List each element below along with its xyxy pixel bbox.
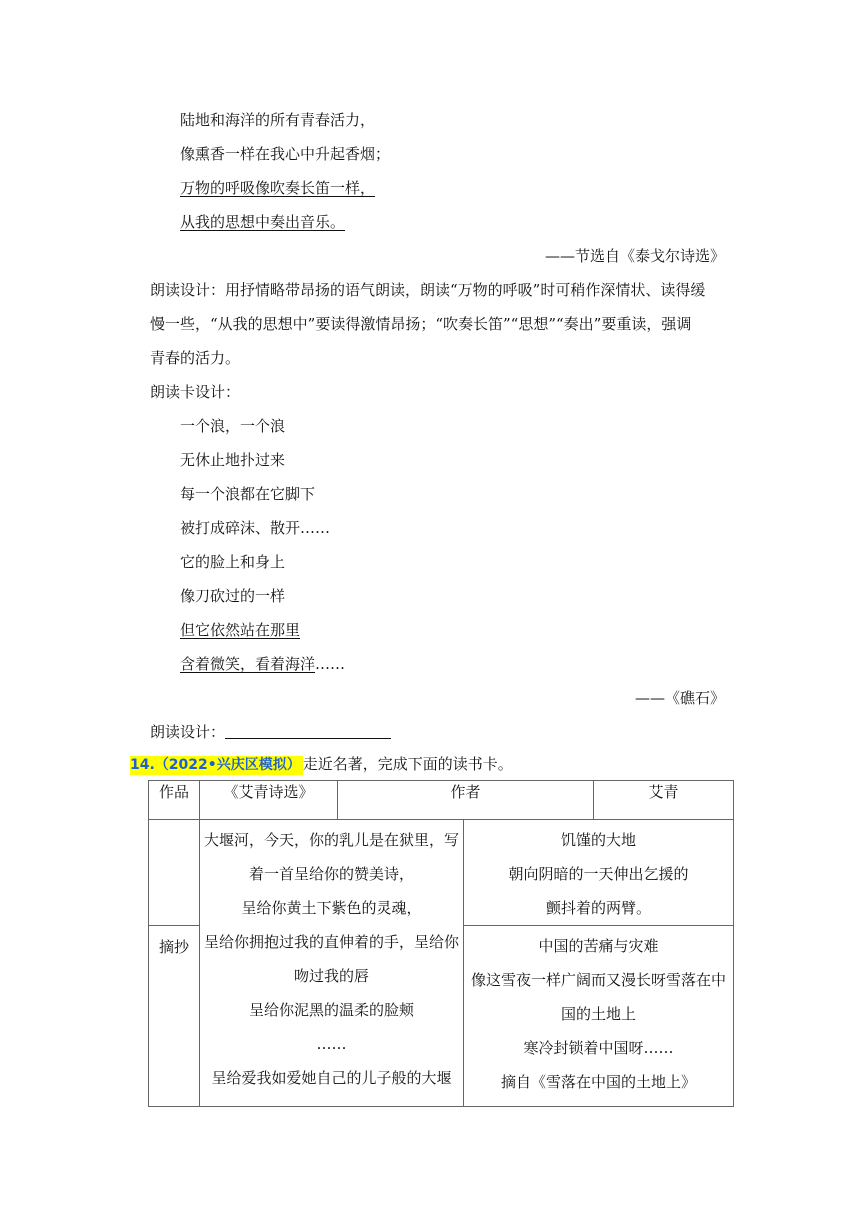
design1-line-1: 朗读设计：用抒情略带昂扬的语气朗读，朗读“万物的呼吸”时可稍作深情状、读得缓 — [150, 281, 706, 299]
question-14 — [130, 754, 513, 775]
excerpt-right-line: 朝向阴暗的一天伸出乞援的 — [508, 865, 689, 883]
excerpt-right-line: 像这雪夜一样广阔而又漫长呀雪落在中 — [471, 971, 727, 989]
work-label: 作品 — [149, 781, 200, 820]
poem2-line-5: 它的脸上和身上 — [180, 553, 286, 571]
poem2-line-8-tail: …… — [315, 655, 346, 673]
excerpt-left-line: 呈给你黄土下紫色的灵魂， — [241, 899, 422, 917]
author-label: 作者 — [338, 781, 594, 820]
design1-line-2: 慢一些，“从我的思想中”要读得激情昂扬；“吹奏长笛”“思想”“奏出”要重读，强调 — [150, 315, 692, 333]
poem1-line-3: 万物的呼吸像吹奏长笛一样， — [180, 179, 376, 197]
excerpt-left-line: 吻过我的唇 — [293, 967, 369, 985]
reading-card-table — [148, 780, 734, 1107]
poem2-line-8 — [180, 654, 345, 674]
excerpt-left-line: 呈给你泥黑的温柔的脸颊 — [248, 1001, 414, 1019]
excerpt-right-line: 寒冷封锁着中国呀…… — [523, 1039, 674, 1057]
excerpt-right-top-cell — [464, 820, 734, 926]
card-design-label: 朗读卡设计： — [150, 383, 241, 401]
poem2-line-4: 被打成碎沫、散开…… — [180, 519, 331, 537]
poem2-line-6: 像刀砍过的一样 — [180, 587, 286, 605]
excerpt-right-line: 摘自《雪落在中国的土地上》 — [501, 1073, 697, 1091]
design2-label — [150, 722, 391, 742]
poem2-line-2: 无休止地扑过来 — [180, 451, 286, 469]
poem1-line-4 — [180, 212, 345, 232]
poem2-line-7: 但它依然站在那里 — [180, 621, 301, 639]
poem2-line-3: 每一个浪都在它脚下 — [180, 485, 316, 503]
author-value: 艾青 — [594, 781, 734, 820]
excerpt-left-line: …… — [316, 1035, 347, 1053]
table-header-row — [149, 781, 734, 820]
empty-label-cell — [149, 820, 200, 926]
poem1-line-1: 陆地和海洋的所有青春活力， — [180, 111, 376, 129]
poem2-source: ——《礁石》 — [634, 689, 725, 707]
table-row-1 — [149, 820, 734, 926]
excerpt-left-line: 呈给爱我如爱她自己的儿子般的大堰 — [211, 1069, 452, 1087]
question-number: 14.（2022•兴庆区模拟） — [130, 757, 301, 773]
excerpt-left-line: 大堰河，今天，你的乳儿是在狱里，写 — [203, 831, 459, 849]
answer-blank[interactable] — [225, 723, 391, 739]
excerpt-right-line: 颤抖着的两臂。 — [546, 899, 652, 917]
question-text: 走近名著，完成下面的读书卡。 — [302, 755, 513, 773]
excerpt-right-line: 中国的苦痛与灾难 — [538, 937, 659, 955]
poem1-line-4-text: 从我的思想中奏出音乐。 — [180, 213, 346, 231]
poem1-line-2: 像熏香一样在我心中升起香烟； — [180, 145, 391, 163]
excerpt-right-line: 国的土地上 — [561, 1005, 637, 1023]
excerpt-left-cell — [200, 820, 464, 1107]
work-value: 《艾青诗选》 — [200, 781, 338, 820]
design1-line-3: 青春的活力。 — [150, 349, 241, 367]
excerpt-right-bottom-cell — [464, 926, 734, 1107]
excerpt-left-line: 着一首呈给你的赞美诗， — [248, 865, 414, 883]
poem1-source: ——节选自《泰戈尔诗选》 — [544, 247, 725, 265]
design2-label-text: 朗读设计： — [150, 723, 226, 741]
excerpt-right-line: 饥馑的大地 — [561, 831, 637, 849]
poem2-line-1: 一个浪，一个浪 — [180, 417, 286, 435]
poem2-line-8-underlined: 含着微笑，看着海洋 — [180, 655, 316, 673]
excerpt-label: 摘抄 — [149, 926, 200, 1107]
excerpt-left-line: 呈给你拥抱过我的直伸着的手，呈给你 — [203, 933, 459, 951]
